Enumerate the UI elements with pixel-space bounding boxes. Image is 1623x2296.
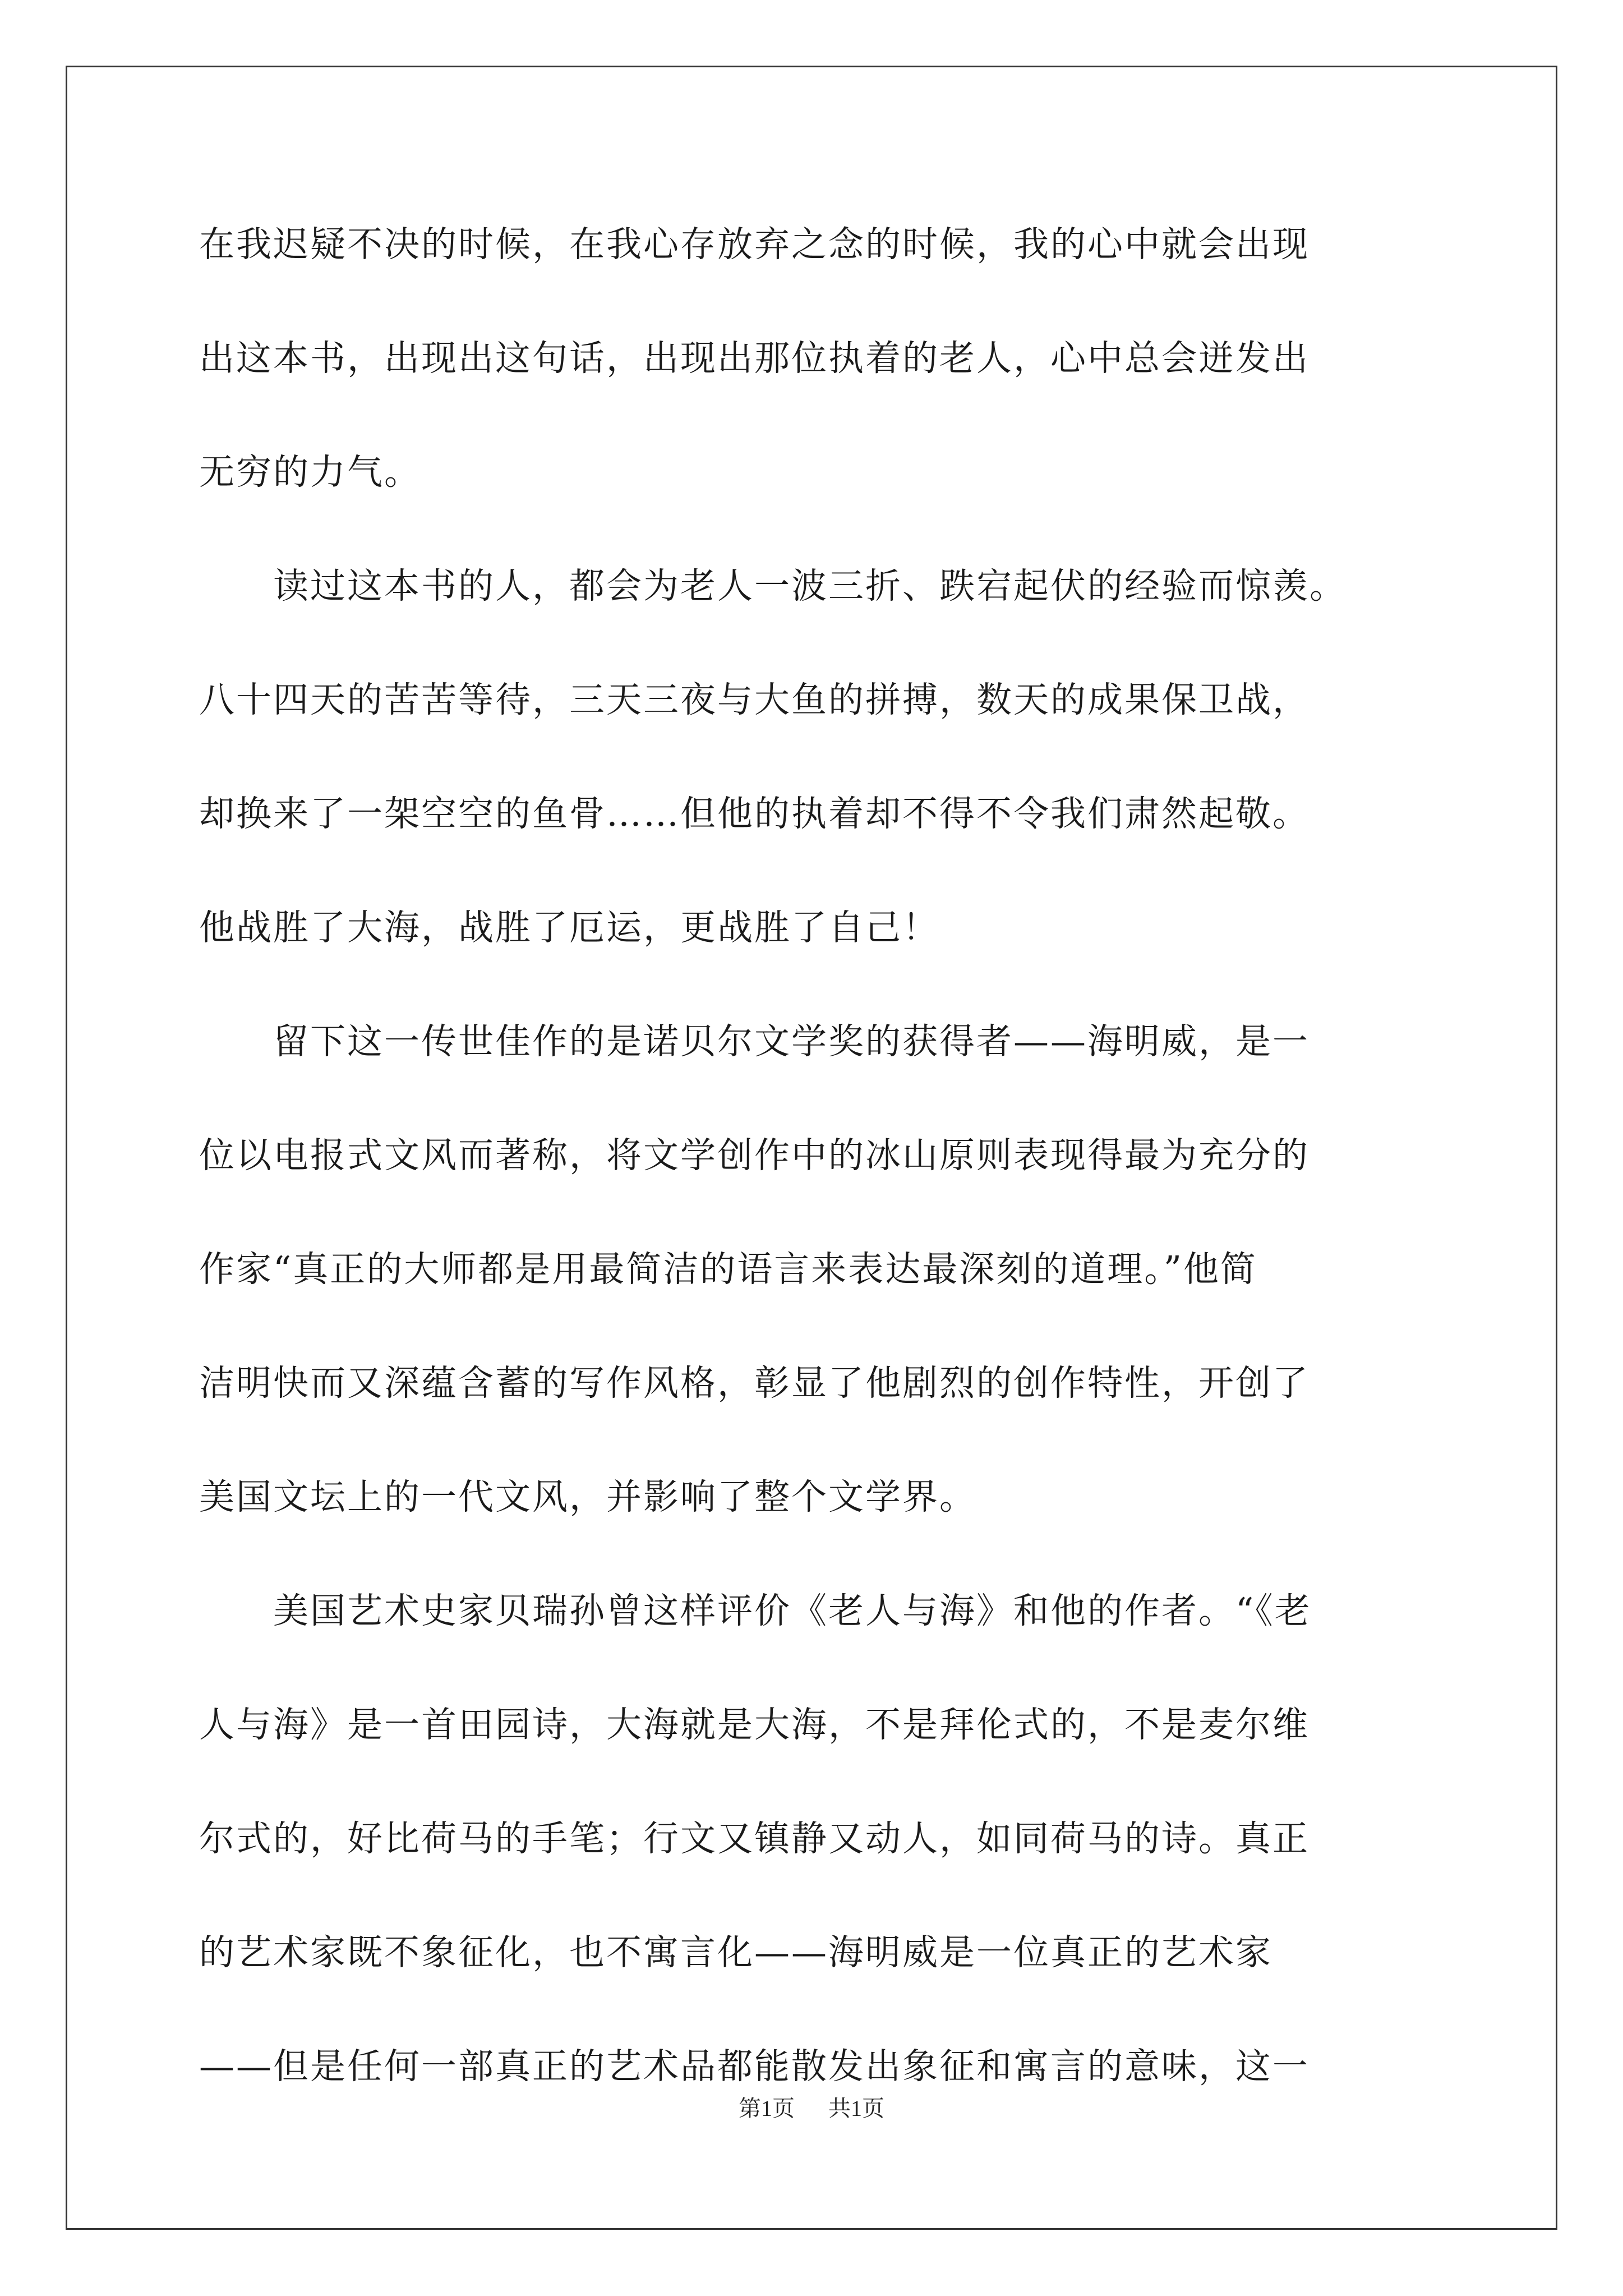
text-line: 留下这一传世佳作的是诺贝尔文学奖的获得者——海明威，是一 [199, 1021, 1310, 1062]
text-line: 位以电报式文风而著称，将文学创作中的冰山原则表现得最为充分的 [199, 1135, 1310, 1176]
text-line: 美国文坛上的一代文风，并影响了整个文学界。 [199, 1476, 976, 1517]
text-line: 在我迟疑不决的时候，在我心存放弃之念的时候，我的心中就会出现 [199, 224, 1310, 265]
text-line: 无穷的力气。 [199, 452, 421, 493]
text-line: 八十四天的苦苦等待，三天三夜与大鱼的拼搏，数天的成果保卫战， [199, 679, 1310, 720]
text-line: 尔式的，好比荷马的手笔；行文又镇静又动人，如同荷马的诗。真正 [199, 1818, 1310, 1859]
text-line: 读过这本书的人，都会为老人一波三折、跌宕起伏的经验而惊羡。 [199, 565, 1347, 606]
text-line: 美国艺术史家贝瑞孙曾这样评价《老人与海》和他的作者。“《老 [199, 1590, 1312, 1631]
text-line: 他战胜了大海，战胜了厄运，更战胜了自己！ [199, 907, 939, 948]
page-number: 第1页 [739, 2096, 795, 2121]
page-footer [0, 2095, 1623, 2123]
text-line: 人与海》是一首田园诗，大海就是大海，不是拜伦式的，不是麦尔维 [199, 1704, 1310, 1745]
text-line: 作家“真正的大师都是用最简洁的语言来表达最深刻的道理。”他简 [199, 1249, 1257, 1290]
page-total: 共1页 [828, 2096, 884, 2121]
text-line: ——但是任何一部真正的艺术品都能散发出象征和寓言的意味，这一 [199, 2046, 1310, 2087]
text-line: 出这本书，出现出这句话，出现出那位执着的老人，心中总会迸发出 [199, 338, 1310, 379]
text-line: 的艺术家既不象征化，也不寓言化——海明威是一位真正的艺术家 [199, 1932, 1272, 1973]
text-line: 洁明快而又深蕴含蓄的写作风格，彰显了他剧烈的创作特性，开创了 [199, 1363, 1310, 1404]
text-line: 却换来了一架空空的鱼骨……但他的执着却不得不令我们肃然起敬。 [199, 793, 1310, 834]
